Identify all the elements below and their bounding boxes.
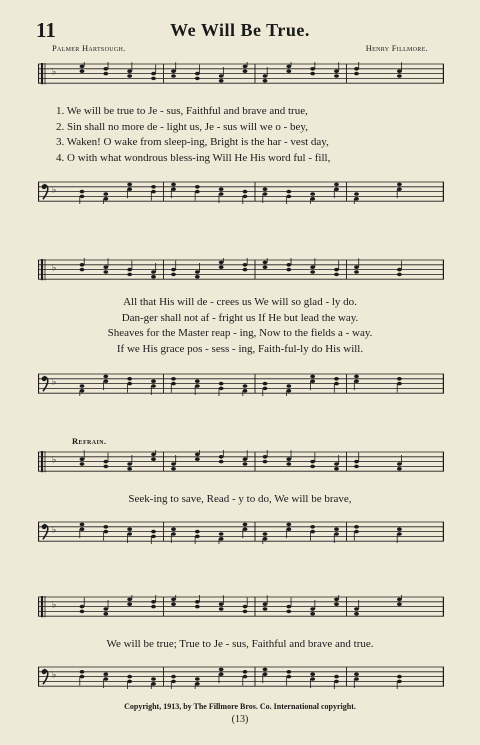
verse-line: If we His grace pos - sess - ing, Faith-ful-ly do His will. — [116, 342, 364, 355]
hymn-number: 11 — [36, 18, 56, 42]
svg-text:♭: ♭ — [52, 263, 57, 274]
svg-text:♭: ♭ — [52, 185, 57, 196]
svg-text:♭: ♭ — [52, 67, 57, 78]
treble-staff-system-3 — [38, 450, 444, 474]
refrain-lyric-line-1: Seek-ing to save, Read - y to do, We will be brave, — [128, 493, 352, 505]
copyright-notice: Copyright, 1913, by The Fillmore Bros. Co. International copyright. — [124, 702, 356, 711]
verse-line: 1. We will be true to Je - sus, Faithful and brave and true, — [56, 105, 308, 117]
treble-staff-system-2 — [38, 258, 444, 282]
verse-line: 3. Waken! O wake from sleep-ing, Bright is the har - vest day, — [56, 136, 329, 148]
bass-staff-system-3 — [38, 520, 444, 544]
refrain-lyric-line-2: We will be true; True to Je - sus, Faithful and brave and true. — [106, 638, 374, 650]
svg-text:♭: ♭ — [52, 525, 57, 536]
verse-line: All that His will de - crees us We will so glad - ly do. — [123, 296, 357, 308]
verse-block-2 — [0, 296, 480, 358]
svg-text:♭: ♭ — [52, 455, 57, 466]
refrain-label: Refrain. — [72, 436, 107, 446]
lyricist-credit: Palmer Hartsough. — [52, 43, 126, 53]
svg-text:♭: ♭ — [52, 377, 57, 388]
verse-line: 4. O with what wondrous bless-ing Will He His word ful - fill, — [56, 151, 331, 164]
verse-line: Sheaves for the Master reap - ing, Now to the fields a - way. — [107, 327, 373, 339]
verse-line: Dan-ger shall not af - fright us If He but lead the way. — [121, 311, 359, 324]
verse-line: 2. Sin shall no more de - light us, Je - sus will we o - bey, — [56, 120, 308, 133]
bass-staff-system-2 — [38, 372, 444, 396]
bass-staff-system-4 — [38, 665, 444, 689]
svg-text:♭: ♭ — [52, 670, 57, 681]
verse-block-1 — [56, 105, 330, 167]
hymn-title: We Will Be True. — [170, 20, 310, 40]
treble-staff-system-1 — [38, 62, 444, 86]
treble-staff-system-4 — [38, 595, 444, 619]
svg-text:♭: ♭ — [52, 600, 57, 611]
bass-staff-system-1 — [38, 180, 444, 204]
composer-credit: Henry Fillmore. — [365, 43, 428, 53]
page-number: (13) — [231, 714, 249, 725]
